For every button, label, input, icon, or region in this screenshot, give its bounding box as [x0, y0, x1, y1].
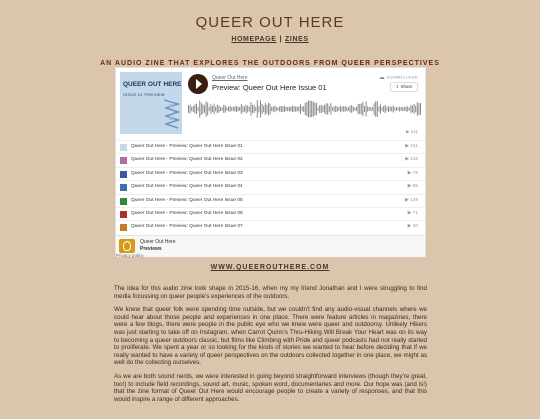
- track-thumbnail: [120, 157, 127, 164]
- waveform-bar: [386, 107, 387, 111]
- track-thumbnail: [120, 224, 127, 231]
- waveform-bar: [402, 107, 403, 111]
- waveform-bar: [338, 107, 339, 110]
- waveform-bar: [236, 106, 237, 112]
- waveform-bar: [276, 107, 277, 111]
- waveform-bar: [318, 107, 319, 110]
- paragraph: The idea for this audio zine took shape in 2015-16, when my my friend Jonathan and I were struggling to find media focussing on queer people's experiences of the outdoors.: [114, 285, 427, 300]
- play-count-icon: ▶: [407, 184, 412, 190]
- waveform-bar: [310, 101, 311, 118]
- waveform-bar: [410, 105, 411, 113]
- waveform-bar: [380, 104, 381, 114]
- waveform-bar: [388, 106, 389, 112]
- nav-separator: |: [279, 36, 283, 43]
- waveform-bar: [362, 102, 363, 116]
- waveform-bar: [202, 104, 203, 114]
- waveform-bar: [398, 107, 399, 110]
- waveform-bar: [319, 105, 320, 113]
- waveform-bar: [266, 105, 267, 114]
- waveform-bar: [209, 107, 210, 111]
- soundcloud-brand-label: SOUNDCLOUD: [386, 74, 418, 80]
- waveform-bar: [274, 106, 275, 113]
- waveform-bar: [378, 106, 379, 111]
- waveform-bar: [212, 106, 213, 112]
- waveform-bar: [190, 104, 191, 113]
- track-thumbnail: [120, 198, 127, 205]
- waveform-bar: [348, 107, 349, 110]
- waveform-bar: [194, 104, 195, 113]
- waveform-bar: [210, 104, 211, 114]
- play-button[interactable]: [188, 74, 208, 94]
- track-list-item-title: Queer Out Here - Preview: Queer Out Here Issue 04: [131, 184, 243, 190]
- play-count-icon: ▶: [406, 129, 410, 134]
- waveform-bar: [313, 102, 314, 117]
- waveform-bar: [382, 107, 383, 111]
- track-list-item[interactable]: [116, 194, 425, 207]
- track-list-item[interactable]: [116, 153, 425, 166]
- waveform-bar: [196, 104, 197, 114]
- waveform-bar: [257, 100, 258, 118]
- track-thumbnail: [120, 171, 127, 178]
- waveform-bar: [356, 107, 357, 111]
- track-list-item[interactable]: [116, 167, 425, 180]
- waveform-bar: [314, 102, 315, 115]
- waveform-bar: [374, 103, 375, 115]
- track-play-count: [405, 154, 418, 166]
- waveform-bar: [332, 107, 333, 110]
- waveform-bar: [215, 107, 216, 112]
- track-play-count-value: 30: [412, 224, 418, 230]
- waveform-bar: [308, 101, 309, 118]
- waveform-bar: [393, 105, 394, 112]
- waveform-bar: [351, 105, 352, 113]
- track-play-count-value: 149: [409, 197, 418, 203]
- waveform-bar: [414, 104, 415, 114]
- waveform-bar: [399, 106, 400, 111]
- tagline: AN AUDIO ZINE THAT EXPLORES THE OUTDOORS FROM QUEER PERSPECTIVES: [100, 60, 440, 67]
- share-button[interactable]: [390, 82, 418, 92]
- track-user-link[interactable]: Queer Out Here: [212, 75, 248, 81]
- waveform-bar: [297, 107, 298, 112]
- waveform-bar: [263, 106, 264, 113]
- track-list-item[interactable]: [116, 180, 425, 193]
- waveform-bar: [231, 107, 232, 111]
- waveform-bar: [286, 107, 287, 111]
- track-play-count: [405, 195, 418, 207]
- waveform-bar: [300, 104, 301, 114]
- play-count-icon: ▶: [405, 144, 409, 149]
- track-list-item-title: Queer Out Here - Preview: Queer Out Here Issue 06: [131, 210, 243, 216]
- waveform-bar: [407, 106, 408, 111]
- soundcloud-player: [115, 67, 426, 257]
- waveform-bar: [361, 104, 362, 115]
- waveform-bar: [420, 103, 421, 115]
- play-count-icon: ▶: [407, 170, 412, 176]
- play-count-value: 211: [410, 129, 418, 134]
- waveform-bar: [406, 106, 407, 111]
- waveform-bar: [329, 106, 330, 112]
- artwork-pattern: [162, 98, 180, 132]
- track-play-count: [408, 208, 418, 220]
- waveform-bar: [191, 107, 192, 111]
- footer-user[interactable]: Queer Out Here: [140, 239, 176, 245]
- waveform-bar: [260, 100, 261, 117]
- waveform-bar: [292, 106, 293, 113]
- waveform-bar: [316, 103, 317, 115]
- waveform-bar: [372, 107, 373, 110]
- waveform-bar: [311, 101, 312, 117]
- waveform-bar: [370, 107, 371, 111]
- track-play-count-value: 118: [410, 157, 418, 163]
- waveform-bar: [228, 107, 229, 112]
- waveform-bar: [305, 103, 306, 115]
- waveform-bar: [250, 102, 251, 115]
- waveform-bar: [287, 107, 288, 111]
- waveform-bar: [335, 106, 336, 112]
- waveform-bar: [294, 106, 295, 111]
- total-play-count: [406, 129, 418, 135]
- waveform-bar: [324, 105, 325, 113]
- waveform-bar: [327, 103, 328, 114]
- waveform-bar: [262, 104, 263, 114]
- waveform-bar: [353, 107, 354, 112]
- track-list-item[interactable]: [116, 220, 425, 233]
- privacy-policy-link[interactable]: Privacy policy: [116, 253, 144, 258]
- track-thumbnail: [120, 211, 127, 218]
- waveform-bar: [330, 103, 331, 114]
- waveform-bar: [201, 103, 202, 115]
- track-play-count: [408, 221, 418, 233]
- play-count-icon: ▶: [407, 224, 412, 230]
- waveform-bar: [281, 106, 282, 112]
- paragraph: We knew that queer folk were spending time outside, but we couldn't find any audio-visual channels where we could hear about those people and experiences in one place. There were feature articles in magazines, there were a few blogs, there were people in the public eye who we knew were queer and outdoorsy. Unlikely Hikers was just starting to take off on Instagram, when Carrot Quinn's Thru-Hiking Will Break Your Heart was on its way to becoming a queer outdoors classic, but films like Climbing with Pride and queer podcasts had not really started to proliferate. We spent a year or so looking for the kinds of stories we wanted to hear before deciding that if we really wanted to have a variety of queer perspectives on the outdoors collected together in one place, we might as well do the collecting ourselves.: [114, 306, 427, 367]
- track-title[interactable]: Preview: Queer Out Here Issue 01: [212, 83, 327, 92]
- waveform-bar: [265, 103, 266, 115]
- waveform-bar: [358, 104, 359, 114]
- waveform-bar: [377, 101, 378, 117]
- waveform-bar: [346, 107, 347, 112]
- waveform-bar: [238, 107, 239, 111]
- track-list-item-title: Queer Out Here - Preview: Queer Out Here Issue 01: [131, 144, 243, 149]
- waveform-bar: [282, 106, 283, 112]
- waveform-bar: [334, 106, 335, 111]
- track-list: [116, 140, 425, 234]
- site-title: QUEER OUT HERE: [195, 14, 345, 31]
- track-thumbnail: [120, 184, 127, 191]
- footer-playlist-name[interactable]: Previews: [140, 246, 162, 252]
- waveform-bar: [244, 106, 245, 111]
- nav-link-homepage[interactable]: HOMEPAGE: [231, 36, 277, 43]
- waveform-bar: [391, 107, 392, 112]
- waveform-bar: [350, 106, 351, 113]
- track-list-item[interactable]: [116, 140, 425, 153]
- play-count-icon: ▶: [407, 210, 412, 216]
- waveform-bar: [359, 104, 360, 114]
- share-icon: ⇪: [395, 84, 400, 89]
- waveform-bar: [252, 105, 253, 113]
- paragraph: As we are both sound nerds, we were interested in going beyond straightforward interviews (though they're great, too!) to include field recordings, sound art, music, spoken word, documentaries and more. Our hope was (and is!) that the zine format of Queer Out Here would encourage people to create a variety of responses, and that this would inspire a range of different approaches.: [114, 372, 427, 403]
- waveform-bar: [247, 106, 248, 113]
- waveform-bar: [234, 106, 235, 111]
- waveform-bar: [217, 105, 218, 113]
- waveform-bar: [290, 107, 291, 112]
- waveform-bar: [246, 105, 247, 114]
- waveform-bar: [409, 107, 410, 110]
- waveform-bar: [233, 107, 234, 111]
- article-body: [114, 285, 427, 409]
- waveform-bar: [322, 106, 323, 112]
- waveform-bar: [226, 107, 227, 110]
- waveform-bar: [321, 105, 322, 113]
- waveform-bar: [326, 103, 327, 114]
- track-play-count: [405, 141, 418, 153]
- waveform-bar: [206, 101, 207, 116]
- waveform-bar: [188, 105, 189, 113]
- waveform-bar: [271, 107, 272, 111]
- track-play-count: [408, 181, 418, 193]
- artwork-subtitle: ISSUE 01 PREVIEW: [123, 92, 165, 97]
- waveform-bar: [417, 102, 418, 116]
- track-play-count-value: 85: [412, 184, 418, 190]
- waveform-bar: [345, 107, 346, 112]
- waveform-bar: [223, 105, 224, 113]
- waveform-bar: [214, 104, 215, 115]
- soundcloud-logo[interactable]: [379, 74, 418, 81]
- track-list-item[interactable]: [116, 207, 425, 220]
- share-label: Share: [400, 84, 413, 89]
- waveform-bar: [289, 107, 290, 112]
- waveform-bar: [337, 106, 338, 111]
- user-avatar[interactable]: [119, 239, 135, 253]
- play-count-icon: ▶: [405, 157, 409, 163]
- waveform-bar: [401, 107, 402, 110]
- waveform-bar: [412, 106, 413, 113]
- track-play-count-value: 71: [412, 210, 418, 216]
- waveform-bar: [207, 103, 208, 116]
- waveform-bar: [193, 106, 194, 112]
- waveform-bar: [302, 107, 303, 111]
- waveform-bar: [415, 106, 416, 112]
- waveform-bar: [404, 107, 405, 110]
- track-play-count: [408, 168, 418, 180]
- waveform-bar: [225, 105, 226, 112]
- waveform[interactable]: [188, 98, 421, 120]
- waveform-bar: [241, 104, 242, 114]
- waveform-bar: [396, 107, 397, 111]
- main-nav: [0, 36, 540, 48]
- waveform-bar: [198, 107, 199, 111]
- waveform-bar: [254, 105, 255, 113]
- waveform-bar: [255, 107, 256, 111]
- waveform-bar: [199, 101, 200, 118]
- artwork-title: QUEER OUT HERE: [123, 81, 182, 88]
- waveform-bar: [303, 106, 304, 112]
- waveform-bar: [204, 105, 205, 113]
- playlist-footer: [116, 235, 425, 257]
- waveform-bar: [222, 107, 223, 110]
- waveform-bar: [239, 107, 240, 111]
- waveform-bar: [220, 107, 221, 111]
- waveform-bar: [394, 107, 395, 111]
- waveform-bar: [306, 102, 307, 116]
- waveform-bar: [258, 106, 259, 113]
- waveform-bar: [218, 106, 219, 113]
- track-play-count-value: 78: [412, 170, 418, 176]
- waveform-bar: [354, 107, 355, 110]
- site-url: [0, 264, 540, 271]
- waveform-bar: [385, 105, 386, 113]
- site-url-link[interactable]: WWW.QUEEROUTHERE.COM: [210, 264, 330, 271]
- waveform-bar: [268, 103, 269, 116]
- waveform-bar: [367, 106, 368, 112]
- track-list-item-title: Queer Out Here - Preview: Queer Out Here Issue 05: [131, 197, 243, 203]
- track-artwork[interactable]: [120, 72, 182, 134]
- waveform-bar: [242, 106, 243, 113]
- track-list-item-title: Queer Out Here - Preview: Queer Out Here Issue 03: [131, 170, 243, 176]
- waveform-bar: [273, 106, 274, 111]
- waveform-bar: [342, 107, 343, 112]
- track-thumbnail: [120, 144, 127, 151]
- waveform-bar: [343, 106, 344, 112]
- waveform-bar: [284, 106, 285, 112]
- waveform-bar: [230, 106, 231, 112]
- track-list-item-title: Queer Out Here - Preview: Queer Out Here Issue 02: [131, 157, 243, 163]
- nav-link-zines[interactable]: ZINES: [285, 36, 309, 43]
- waveform-bar: [270, 104, 271, 115]
- waveform-bar: [340, 106, 341, 113]
- waveform-bar: [364, 106, 365, 112]
- waveform-bar: [390, 107, 391, 112]
- waveform-bar: [249, 107, 250, 112]
- waveform-bar: [369, 107, 370, 111]
- waveform-bar: [298, 107, 299, 112]
- waveform-bar: [279, 106, 280, 111]
- waveform-bar: [278, 107, 279, 110]
- waveform-bar: [375, 101, 376, 117]
- waveform-bar: [383, 106, 384, 112]
- play-count-icon: ▶: [404, 197, 409, 203]
- track-list-item-title: Queer Out Here - Preview: Queer Out Here Issue 07: [131, 224, 243, 230]
- cloud-icon: ☁: [378, 75, 386, 81]
- track-play-count-value: 211: [410, 144, 418, 149]
- waveform-bar: [295, 106, 296, 112]
- waveform-bar: [366, 101, 367, 116]
- waveform-bar: [418, 103, 419, 115]
